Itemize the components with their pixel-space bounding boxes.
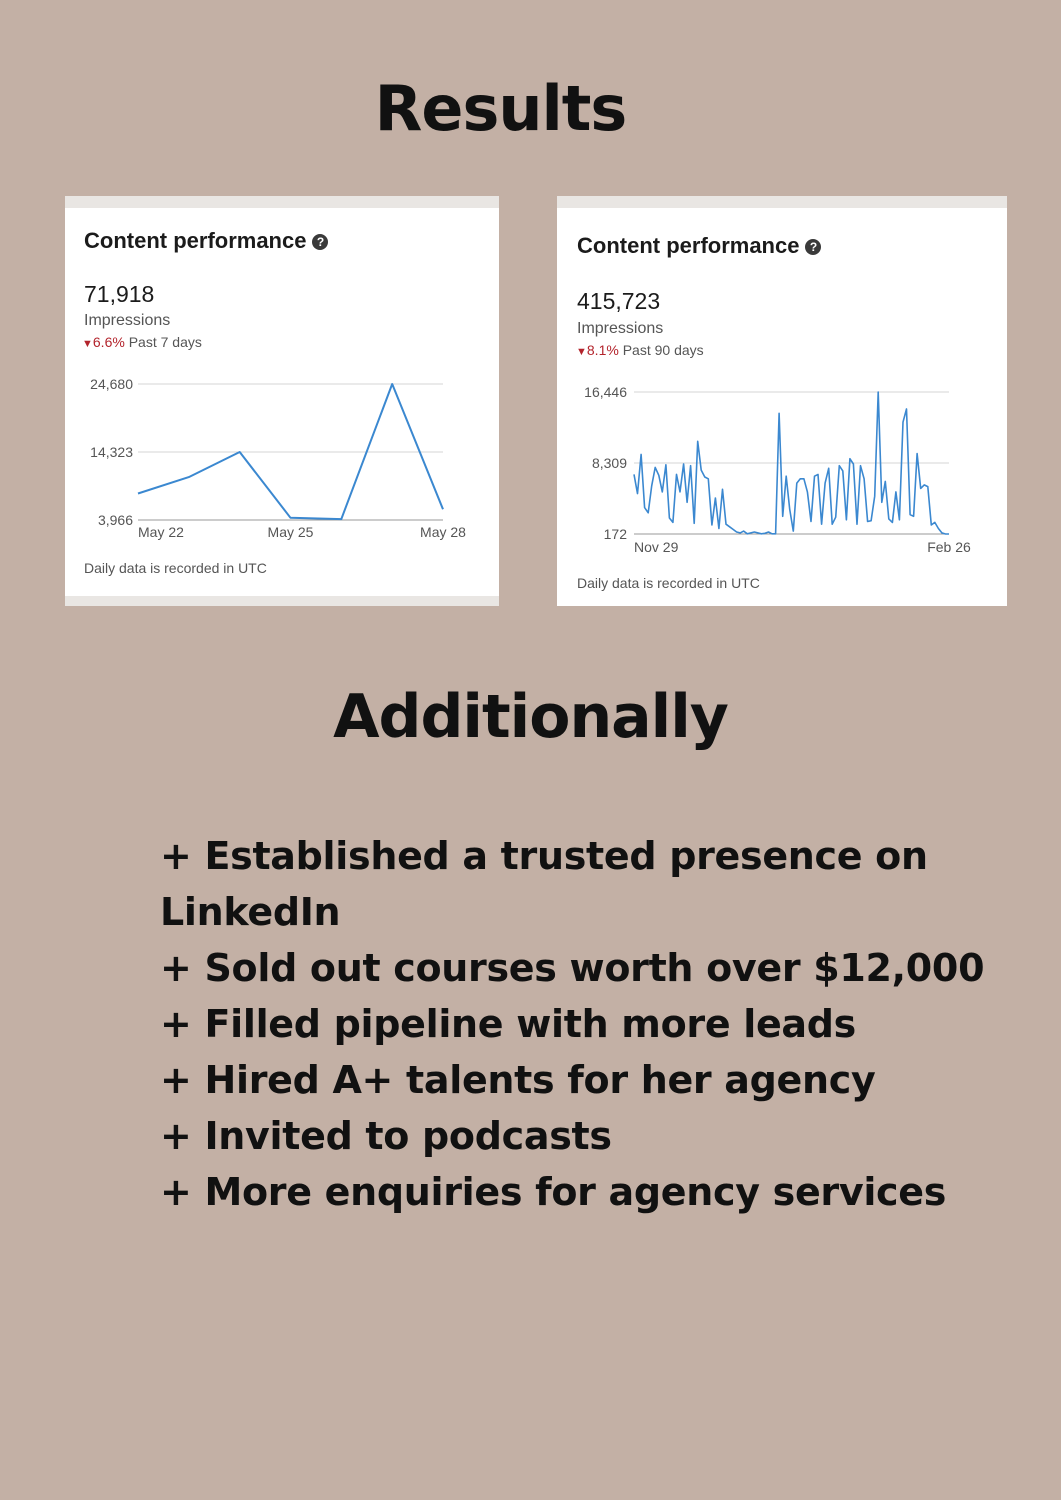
- list-item: + Invited to podcasts: [160, 1114, 612, 1158]
- list-item: + Sold out courses worth over $12,000: [160, 946, 985, 990]
- change-percent: 8.1%: [586, 342, 619, 358]
- y-tick-label: 14,323: [90, 444, 133, 460]
- footer-note: Daily data is recorded in UTC: [577, 575, 760, 591]
- content-performance-card-90-days: [557, 196, 1007, 606]
- impressions-chart-7-days: [65, 208, 499, 608]
- down-triangle-icon: ▼: [82, 338, 93, 350]
- y-tick-label: 8,309: [591, 455, 627, 471]
- impressions-value: 415,723: [577, 288, 661, 314]
- achievements-list: [160, 828, 985, 1220]
- x-tick-label: May 22: [138, 524, 184, 540]
- down-triangle-icon: ▼: [576, 346, 587, 358]
- card-title-text: Content performance: [577, 233, 800, 258]
- list-item: + Filled pipeline with more leads: [160, 1002, 856, 1046]
- y-tick-label: 3,966: [97, 512, 133, 528]
- y-tick-label: 172: [603, 526, 627, 542]
- content-performance-card-7-days: [65, 196, 499, 606]
- x-tick-label: May 25: [267, 524, 314, 540]
- footer-note: Daily data is recorded in UTC: [84, 560, 267, 576]
- x-tick-label: Nov 29: [634, 539, 679, 555]
- y-tick-label: 24,680: [90, 376, 133, 392]
- x-tick-label: May 28: [420, 524, 466, 540]
- list-item: LinkedIn: [160, 890, 341, 934]
- list-item: + Hired A+ talents for her agency: [160, 1058, 876, 1102]
- question-circle-icon[interactable]: ?: [805, 239, 821, 255]
- y-tick-label: 16,446: [584, 384, 627, 400]
- additionally-heading: Additionally: [333, 682, 728, 752]
- period-label: Past 7 days: [128, 334, 202, 350]
- question-circle-icon[interactable]: ?: [312, 234, 328, 250]
- period-label: Past 90 days: [622, 342, 704, 358]
- impressions-chart-90-days: [557, 208, 1007, 608]
- list-item: + Established a trusted presence on: [160, 834, 928, 878]
- card-title-text: Content performance: [84, 228, 307, 253]
- x-tick-label: Feb 26: [927, 539, 971, 555]
- impressions-value: 71,918: [84, 281, 155, 307]
- change-percent: 6.6%: [92, 334, 125, 350]
- results-heading: Results: [374, 72, 627, 145]
- metric-label: Impressions: [577, 320, 664, 337]
- metric-label: Impressions: [84, 312, 171, 329]
- list-item: + More enquiries for agency services: [160, 1170, 947, 1214]
